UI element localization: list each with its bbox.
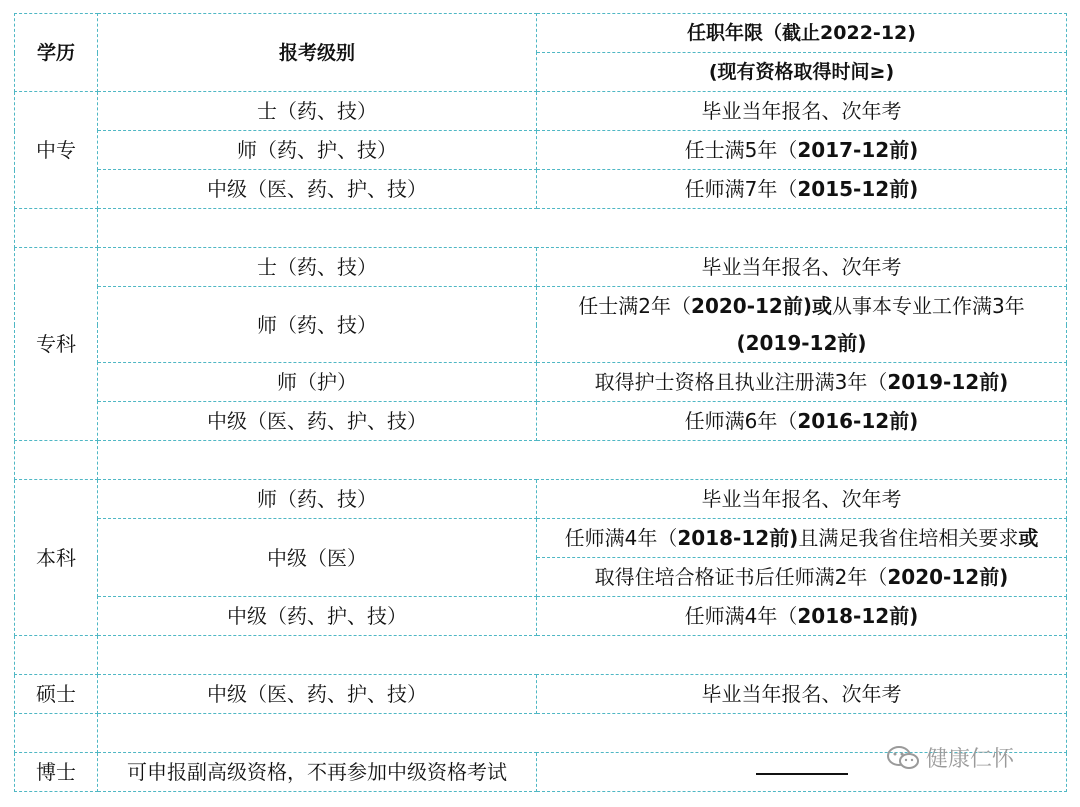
requirement-cell: 任士满2年（2020-12前)或从事本专业工作满3年 [537, 287, 1067, 325]
spacer-cell [98, 441, 1067, 480]
level-cell: 中级（医） [98, 519, 537, 597]
qualification-table [14, 13, 1067, 792]
requirement-cell: 毕业当年报名、次年考 [537, 248, 1067, 287]
level-cell: 士（药、技） [98, 248, 537, 287]
requirement-cell: 任师满7年（2015-12前) [537, 170, 1067, 209]
level-cell: 师（护） [98, 363, 537, 402]
level-cell: 师（药、护、技） [98, 131, 537, 170]
edu-benke: 本科 [15, 480, 98, 636]
level-cell: 可申报副高级资格，不再参加中级资格考试 [98, 753, 537, 792]
requirement-cell: 任师满4年（2018-12前) [537, 597, 1067, 636]
requirement-cell: 毕业当年报名、次年考 [537, 92, 1067, 131]
spacer-cell [15, 209, 98, 248]
header-level: 报考级别 [98, 14, 537, 92]
requirement-cell: 毕业当年报名、次年考 [537, 675, 1067, 714]
header-years-line2: (现有资格取得时间≥) [537, 53, 1067, 92]
requirement-cell: 取得住培合格证书后任师满2年（2020-12前) [537, 558, 1067, 597]
dash-line [756, 773, 848, 775]
edu-shuoshi: 硕士 [15, 675, 98, 714]
level-cell: 师（药、技） [98, 287, 537, 363]
watermark-text: 健康仁怀 [926, 747, 1015, 772]
edu-boshi: 博士 [15, 753, 98, 792]
spacer-cell [98, 209, 1067, 248]
requirement-cell: 取得护士资格且执业注册满3年（2019-12前) [537, 363, 1067, 402]
spacer-cell [15, 714, 98, 753]
level-cell: 中级（医、药、护、技） [98, 675, 537, 714]
level-cell: 中级（医、药、护、技） [98, 170, 537, 209]
watermark [886, 742, 1014, 773]
spacer-cell [15, 441, 98, 480]
edu-zhongzhuan: 中专 [15, 92, 98, 209]
level-cell: 士（药、技） [98, 92, 537, 131]
level-cell: 中级（医、药、护、技） [98, 402, 537, 441]
requirement-cell: 任师满6年（2016-12前) [537, 402, 1067, 441]
level-cell: 中级（药、护、技） [98, 597, 537, 636]
header-years-line1: 任职年限（截止2022-12) [537, 14, 1067, 53]
requirement-cell: 毕业当年报名、次年考 [537, 480, 1067, 519]
requirement-cell-cont: (2019-12前) [537, 325, 1067, 363]
wechat-icon [886, 745, 920, 771]
header-education: 学历 [15, 14, 98, 92]
level-cell: 师（药、技） [98, 480, 537, 519]
requirement-cell: 任士满5年（2017-12前) [537, 131, 1067, 170]
spacer-cell [98, 636, 1067, 675]
edu-zhuanke: 专科 [15, 248, 98, 441]
requirement-cell: 任师满4年（2018-12前)且满足我省住培相关要求或 [537, 519, 1067, 558]
spacer-cell [15, 636, 98, 675]
